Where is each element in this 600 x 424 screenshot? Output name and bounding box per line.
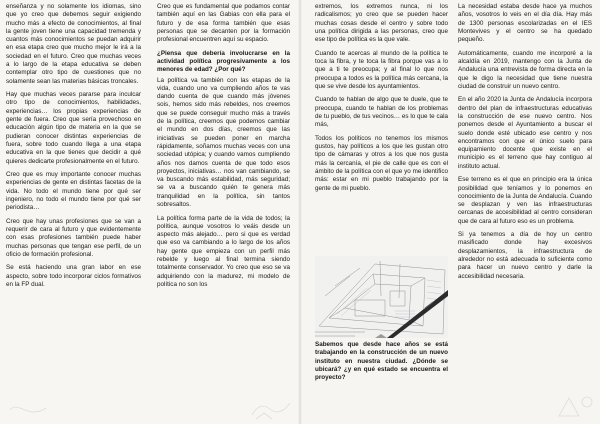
column-4: [458, 3, 592, 286]
doodle-sketch: [555, 392, 595, 420]
paragraph: extremos, los extremos nunca, ni los radicalismos; yo creo que se pueden hacer muchas cosas desde el centro y sobre todo una política dirigida a las personas, creo que ese tipo de política es la que vale.: [315, 3, 448, 44]
paragraph: Si ya tenemos a día de hoy un centro masificado donde hay excesivos desplazamientos, la infraestructura de alrededor no está adecuada lo suficiente como para hacer un nuevo centro y darle la accesibilidad necesaria.: [458, 231, 592, 280]
question-block: [315, 341, 448, 384]
paragraph: Todos los políticos no tenemos los mismos gustos, hay políticos a los que les gustan otro tipo de cámaras y otros a los que nos gusta más la cercanía, el pie de calle que es con el ámbito de la política con el que yo me identifico más: estar en mi pueblo trabajando por la gente de mi pueblo.: [315, 134, 448, 192]
paragraph: La política va también con las etapas de la vida, cuando uno va cumpliendo años te vas dando cuenta de que cuando más jóvenes sois, hemos sido más rebeldes, nos creemos que se puede conseguir mucho más a través de la política, creemos que podemos cambiar el mundo en dos días, creemos que las iniciativas se pueden poner en marcha rápidamente, soñamos muchas veces con una sociedad utópica; y cuando vamos cumpliendo años nos damos cuenta de que todo esos proyectos, iniciativas… nos van cambiando, se va buscando más estabilidad, más seguridad; se va a buscando quién te genera más tranquilidad en la política, sin tantos sobresaltos.: [157, 76, 290, 209]
doodle-sketch: [8, 398, 48, 422]
page-fold: [298, 0, 302, 424]
interview-question: Sabemos que desde hace años se está trabajando en la construcción de un nuevo instituto en nuestra ciudad. ¿Dónde se ubicará? ¿y en qué estado se encuentra el proyecto?: [315, 341, 448, 382]
paragraph: La política forma parte de la vida de todos; la política, aunque vosotros lo veáis desde un aspecto más alejado… pero si que es verdad que eso va cambiando a lo largo de los años hay gente que empieza con un perfil más rebelde y luego al final termina siendo totalmente conservador. Yo creo que eso se va adquiriendo con la madurez, mi modelo de política no son los: [157, 214, 290, 288]
doodle-sketch: [250, 395, 295, 421]
interview-question: ¿Piensa que debería involucrarse en la actividad política progresivamente a los menores de edad? ¿Por qué?: [157, 49, 290, 74]
paragraph: Ese terreno es el que en principio era la única posibilidad que teníamos y lo ponemos en conocimiento de la Junta de Andalucía. Cuando se desplazan y ven las infraestructuras cercanas de accesibilidad al centro consideran que de cara al futuro eso es un problema.: [458, 176, 592, 225]
paragraph: Automáticamente, cuando me incorporé a la alcaldía en 2019, mantengo con la Junta de Andalucía una entrevista de forma directa en la que le digo la necesidad que tiene nuestra ciudad de construir un nuevo centro.: [458, 49, 592, 90]
column-2: [157, 3, 290, 294]
paragraph: Cuando te hablan de algo que te duele, que te preocupa, cuando te hablan de los problemas de tu pueblo, de tus vecinos… es lo que te cala más,: [315, 96, 448, 129]
paragraph: Se está haciendo una gran labor en ese aspecto, sobre todo incorporar ciclos formativos en la FP dual.: [6, 264, 141, 288]
paragraph: Cuando te acercas al mundo de la política te toca la fibra, y te toca la fibra porque vas a lo que a ti te preocupa; y al final lo que nos preocupa a todos es la política más cercana, la que se vive desde los ayuntamientos.: [315, 49, 448, 90]
paragraph: Creo que es muy importante conocer muchas experiencias de gente en distintas facetas de la vida. No todo el mundo tiene por qué ser ingeniero, no todo el mundo tiene por qué ser periodista…: [6, 171, 141, 212]
column-1: [6, 3, 141, 294]
paragraph: En el año 2020 la Junta de Andalucía incorpora dentro del plan de infraestructuras educativas la construcción de ese nuevo centro. Nos ponemos desde el Ayuntamiento a buscar el suelo donde esté ubicado ese centro y nos encontramos con que el único suelo para equipamiento docente que existe en el municipio es el terreno que hay contiguo al instituto actual.: [458, 96, 592, 170]
architectural-plan-photo: [315, 256, 448, 338]
paragraph: Creo que hay unas profesiones que se van a requerir de cara al futuro y que evidentemente con esas profesiones también puede haber muchas personas que tengan ese perfil, de un oficio de formación profesional.: [6, 217, 141, 258]
paragraph: enseñanza y no solamente los idiomas, sino que yo creo que debemos seguir exigiendo mucho más a efecto de conocimientos, al final la gente joven tiene una capacidad tremenda y cuantos más conocimientos se puedan adquirir en esa etapa creo que mucho mejor le irá a la sociedad en el futuro. Creo que muchas veces a lo largo de la etapa educativa se deben contemplar otro tipo de cuestiones que no solamente sean las materias básicas troncales.: [6, 3, 141, 85]
paragraph: Hay que muchas veces pararse para inculcar otro tipo de conocimientos, habilidades, experiencias… los propias experiencias de gente de fuera. Creo que sería provechoso en educación algún tipo de materia en la que se pudieran conocer distintas experiencias de fuera, sobre todo cuando llega a una etapa educativa en la que tienes que decidir a qué quieres dedicarte profesionalmente en el futuro.: [6, 91, 141, 165]
paragraph: Creo que es fundamental que podamos contar también aquí en las Gabias con ella para el futuro y de esa forma también que esas personas que se decanten por la formación profesional encuentren aquí su espacio.: [157, 3, 290, 44]
paragraph: La necesidad estaba desde hace ya muchos años, vosotros lo veis en el día día. Hay más de 1300 personas escolarizadas en el IES Montevives y el centro se ha quedado pequeño.: [458, 3, 592, 44]
column-3: [315, 3, 448, 198]
